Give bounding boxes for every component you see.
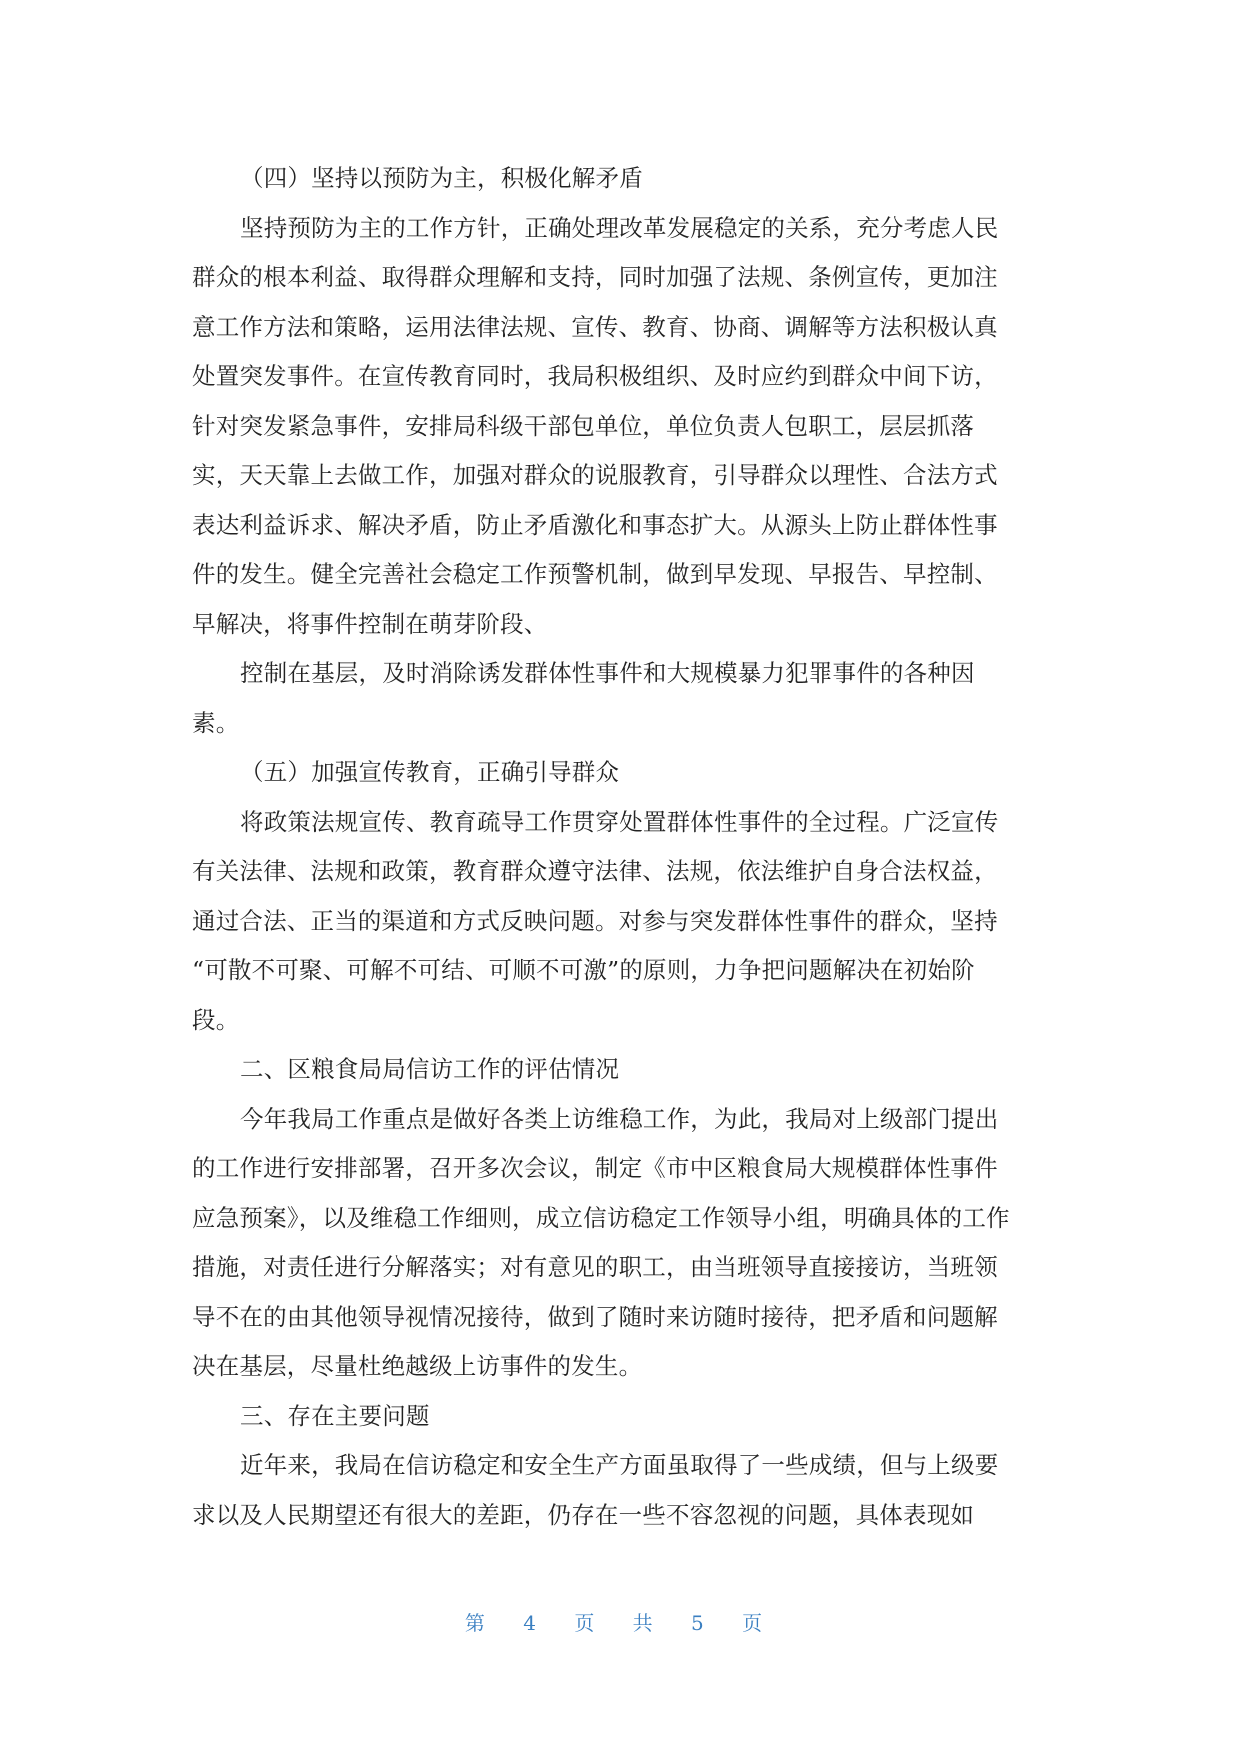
text-line: 件的发生。健全完善社会稳定工作预警机制，做到早发现、早报告、早控制、	[192, 560, 998, 588]
text-line: 决在基层，尽量杜绝越级上访事件的发生。	[192, 1352, 643, 1380]
text-line: 实，天天靠上去做工作，加强对群众的说服教育，引导群众以理性、合法方式	[192, 461, 998, 489]
text-line: （五）加强宣传教育，正确引导群众	[240, 758, 620, 786]
document-body	[192, 154, 1052, 1540]
text-line: （四）坚持以预防为主，积极化解矛盾	[240, 164, 643, 192]
text-line: 段。	[192, 1005, 240, 1034]
page-footer: 第 4 页 共 5 页	[464, 1611, 777, 1635]
text-line: 措施，对责任进行分解落实；对有意见的职工，由当班领导直接接访，当班领	[192, 1253, 998, 1281]
text-line: 早解决，将事件控制在萌芽阶段、	[192, 609, 548, 638]
text-line: 今年我局工作重点是做好各类上访维稳工作，为此，我局对上级部门提出	[240, 1104, 999, 1133]
text-line: 的工作进行安排部署，召开多次会议，制定《市中区粮食局大规模群体性事件	[192, 1154, 998, 1182]
text-line: 坚持预防为主的工作方针，正确处理改革发展稳定的关系，充分考虑人民	[240, 213, 999, 242]
text-line: 意工作方法和策略，运用法律法规、宣传、教育、协商、调解等方法积极认真	[192, 312, 998, 341]
text-line: 素。	[192, 708, 240, 737]
text-line: 处置突发事件。在宣传教育同时，我局积极组织、及时应约到群众中间下访，	[192, 362, 998, 390]
text-line: 导不在的由其他领导视情况接待，做到了随时来访随时接待，把矛盾和问题解	[192, 1302, 998, 1331]
text-line: 表达利益诉求、解决矛盾，防止矛盾激化和事态扩大。从源头上防止群体性事	[192, 510, 998, 539]
text-line: 将政策法规宣传、教育疏导工作贯穿处置群体性事件的全过程。广泛宣传	[240, 807, 999, 836]
text-line: 针对突发紧急事件，安排局科级干部包单位，单位负责人包职工，层层抓落	[192, 411, 975, 440]
text-line: 通过合法、正当的渠道和方式反映问题。对参与突发群体性事件的群众，坚持	[192, 906, 998, 935]
text-line: 控制在基层，及时消除诱发群体性事件和大规模暴力犯罪事件的各种因	[240, 659, 975, 687]
text-line: 二、区粮食局局信访工作的评估情况	[240, 1055, 620, 1083]
text-line: 群众的根本利益、取得群众理解和支持，同时加强了法规、条例宣传，更加注	[192, 263, 998, 291]
text-line: 近年来，我局在信访稳定和安全生产方面虽取得了一些成绩，但与上级要	[240, 1451, 999, 1479]
text-line: 有关法律、法规和政策，教育群众遵守法律、法规，依法维护自身合法权益，	[192, 857, 998, 885]
text-line: 求以及人民期望还有很大的差距，仍存在一些不容忽视的问题，具体表现如	[192, 1500, 975, 1529]
text-line: “可散不可聚、可解不可结、可顺不可激”的原则，力争把问题解决在初始阶	[192, 956, 975, 984]
text-line: 应急预案》，以及维稳工作细则，成立信访稳定工作领导小组，明确具体的工作	[192, 1203, 1010, 1232]
text-line: 三、存在主要问题	[240, 1401, 430, 1430]
